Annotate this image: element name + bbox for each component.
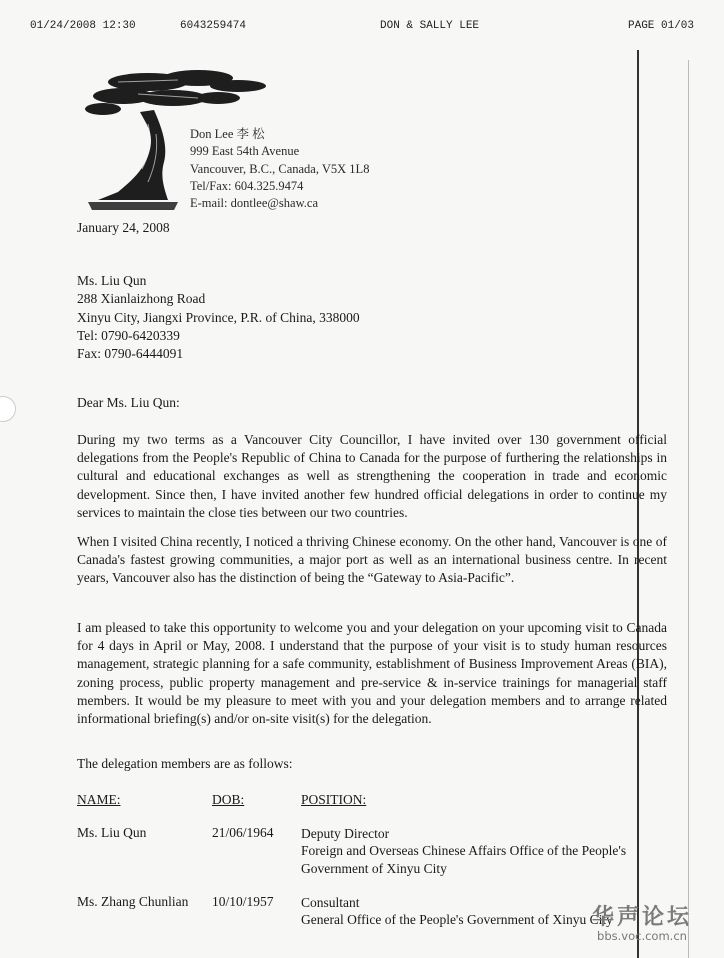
letterhead-name: Don Lee 李 松 [190, 127, 265, 141]
recipient-tel: Tel: 0790-6420339 [77, 327, 180, 343]
fax-page-number: PAGE 01/03 [628, 20, 695, 32]
member-position-title: Consultant [301, 895, 360, 910]
punch-hole [0, 396, 16, 422]
column-header-position: POSITION: [301, 792, 367, 807]
member-name: Ms. Liu Qun [77, 825, 147, 840]
fax-header [0, 20, 724, 36]
body-paragraph-2: When I visited China recently, I noticed a thriving Chinese economy. On the other hand, Vancouver is one of Canada's fastest growing communities, a major port as well as an international business centre. In recent years, Vancouver also has the distinction of being the “Gateway to Asia-Pacific”. [77, 534, 667, 586]
scan-artifact-line-faint [688, 60, 689, 958]
recipient-street: 288 Xianlaizhong Road [77, 291, 206, 307]
recipient-city: Xinyu City, Jiangxi Province, P.R. of China, 338000 [77, 309, 360, 325]
member-name: Ms. Zhang Chunlian [77, 894, 189, 909]
letterhead-street: 999 East 54th Avenue [190, 144, 300, 159]
fax-sender: DON & SALLY LEE [380, 20, 480, 32]
recipient-name: Ms. Liu Qun [77, 273, 147, 288]
letterhead-email: E-mail: dontlee@shaw.ca [190, 196, 319, 211]
body-paragraph-3: I am pleased to take this opportunity to welcome you and your delegation on your upcoming visit to Canada for 4 days in April or May, 2008. I understand that the purpose of your visit is to study human resources management, strategic planning for a safe community, establishment of Business Improvement Areas (BIA), zoning process, public property management and pre-service & in-service trainings for managerial staff members. It would be my pleasure to meet with you and your delegation members and to arrange related informational briefing(s) and/or on-site visit(s) for the delegation. [77, 620, 667, 727]
member-position-detail: Foreign and Overseas Chinese Affairs Office of the People's Government of Xinyu City [301, 843, 627, 876]
recipient-address [77, 272, 360, 363]
members-intro: The delegation members are as follows: [77, 756, 293, 771]
member-dob: 21/06/1964 [212, 825, 274, 840]
member-dob: 10/10/1957 [212, 894, 274, 909]
body-paragraph-1: During my two terms as a Vancouver City Councillor, I have invited over 130 government official delegations from the People's Republic of China to Canada for the purpose of furthering the relationships in cultural and educational exchanges as well as strengthening the cooperation in trade and economic development. Since then, I have invited another few hundred official delegations in order to continue my services to maintain the close ties between our two countries. [77, 432, 667, 520]
column-header-dob: DOB: [212, 792, 245, 807]
fax-phone: 6043259474 [180, 20, 247, 32]
recipient-fax: Fax: 0790-6444091 [77, 346, 184, 362]
letterhead [190, 126, 369, 212]
watermark-url: bbs.voc.com.cn [597, 929, 687, 943]
forum-watermark [592, 900, 692, 943]
letterhead-telfax: Tel/Fax: 604.325.9474 [190, 178, 304, 193]
fax-datetime: 01/24/2008 12:30 [30, 20, 136, 32]
watermark-chinese-text: 华声论坛 [592, 905, 693, 930]
letter-date: January 24, 2008 [77, 220, 170, 235]
member-position-title: Deputy Director [301, 826, 390, 841]
column-header-name: NAME: [77, 792, 121, 807]
letterhead-city: Vancouver, B.C., Canada, V5X 1L8 [190, 161, 370, 176]
salutation: Dear Ms. Liu Qun: [77, 395, 180, 410]
member-position [301, 825, 671, 877]
member-position-detail: General Office of the People's Government of Xinyu City [301, 912, 613, 928]
